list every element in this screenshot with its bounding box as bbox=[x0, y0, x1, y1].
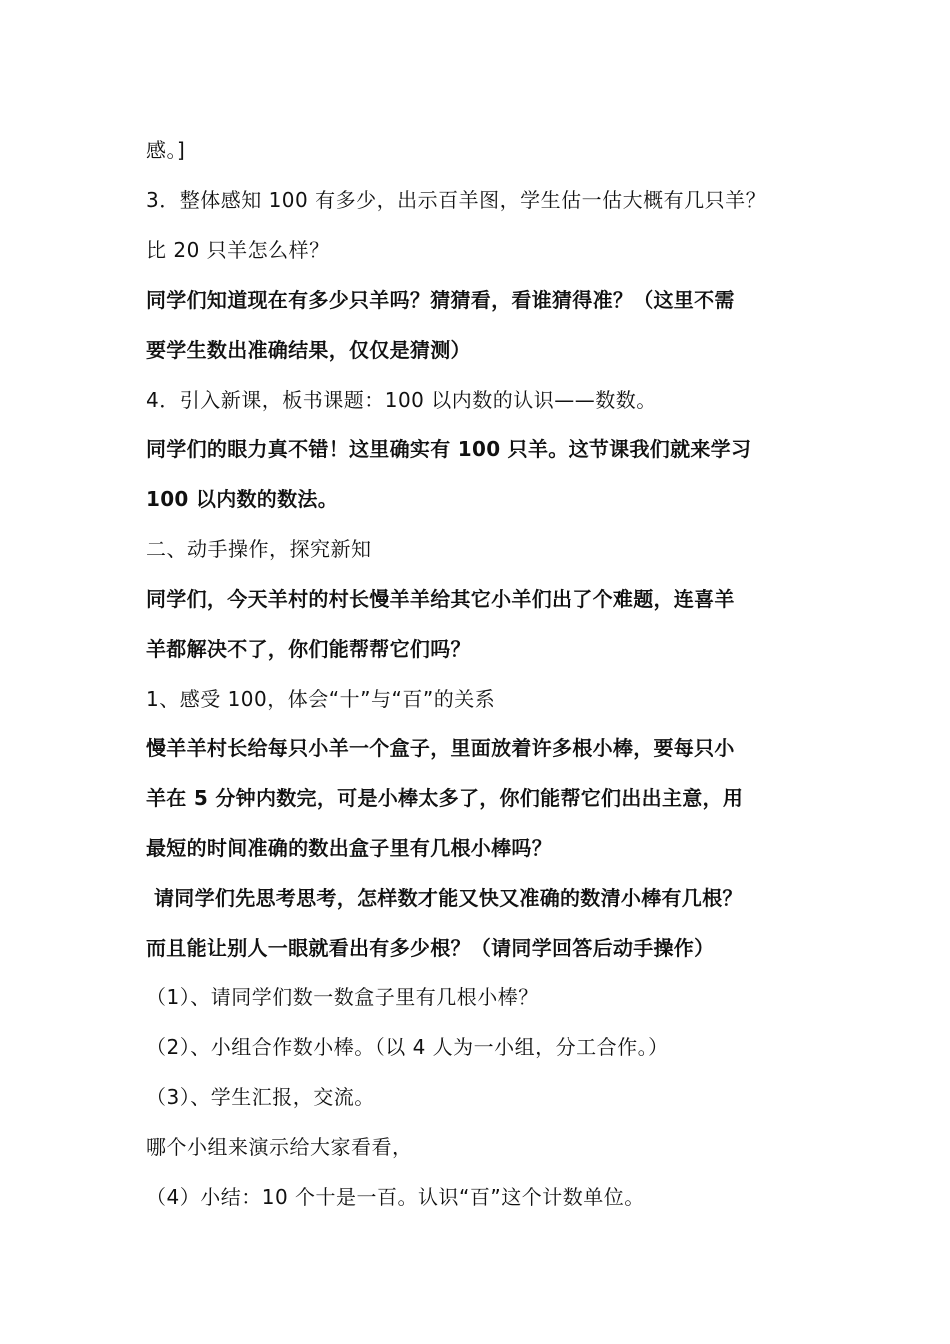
paragraph-line-5: 要学生数出准确结果，仅仅是猜测） bbox=[146, 338, 471, 362]
paragraph-line-17: 而且能让别人一眼就看出有多少根？（请同学回答后动手操作） bbox=[146, 936, 715, 960]
paragraph-line-8: 100 以内数的数法。 bbox=[146, 487, 339, 511]
paragraph-line-11: 羊都解决不了，你们能帮帮它们吗？ bbox=[146, 637, 471, 661]
list-item-1: （1）、请同学们数一数盒子里有几根小棒？ bbox=[146, 985, 539, 1009]
paragraph-line-10: 同学们，今天羊村的村长慢羊羊给其它小羊们出了个难题，连喜羊 bbox=[146, 587, 735, 611]
paragraph-line-4: 同学们知道现在有多少只羊吗？猜猜看，看谁猜得准？（这里不需 bbox=[146, 288, 735, 312]
paragraph-line-7: 同学们的眼力真不错！这里确实有 100 只羊。这节课我们就来学习 bbox=[146, 437, 752, 461]
list-item-2: （2）、小组合作数小棒。（以 4 人为一小组，分工合作。） bbox=[146, 1035, 669, 1059]
paragraph-line-21: 哪个小组来演示给大家看看， bbox=[146, 1135, 413, 1159]
paragraph-line-1: 感。] bbox=[146, 138, 186, 162]
paragraph-line-13: 慢羊羊村长给每只小羊一个盒子，里面放着许多根小棒，要每只小 bbox=[146, 736, 735, 760]
section-heading: 二、动手操作，探究新知 bbox=[146, 537, 372, 561]
paragraph-line-14: 羊在 5 分钟内数完，可是小棒太多了，你们能帮它们出出主意，用 bbox=[146, 786, 744, 810]
paragraph-line-15: 最短的时间准确的数出盒子里有几根小棒吗？ bbox=[146, 836, 552, 860]
list-item-4: （4）小结：10 个十是一百。认识“百”这个计数单位。 bbox=[146, 1185, 645, 1209]
paragraph-line-6: 4．引入新课，板书课题：100 以内数的认识——数数。 bbox=[146, 388, 657, 412]
list-item-3: （3）、学生汇报，交流。 bbox=[146, 1085, 375, 1109]
paragraph-line-16: 请同学们先思考思考，怎样数才能又快又准确的数清小棒有几根？ bbox=[154, 886, 743, 910]
paragraph-line-2: 3．整体感知 100 有多少，出示百羊图，学生估一估大概有几只羊？ bbox=[146, 188, 767, 212]
subsection-heading: 1、感受 100，体会“十”与“百”的关系 bbox=[146, 687, 496, 711]
paragraph-line-3: 比 20 只羊怎么样？ bbox=[146, 238, 330, 262]
